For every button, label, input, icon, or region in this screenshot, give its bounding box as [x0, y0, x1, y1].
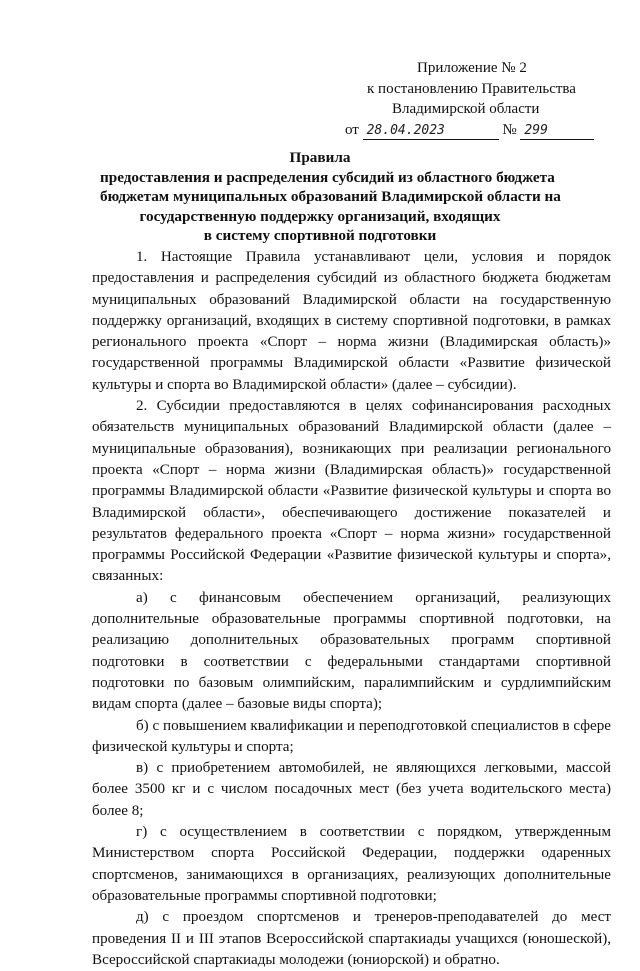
appendix-region: Владимирской области [392, 101, 540, 117]
paragraph-2a: а) с финансовым обеспечением организаций, реализующих дополнительные образовательные программы спортивной подготовки, на реализацию дополнительных образовательных программ спортивной подготовки в соответствии с федеральными стандартами спортивной подготовки по базовым олимпийским, паралимпийским и сурдлимпийским видам спорта (далее – базовые виды спорта); [92, 589, 611, 713]
paragraph-2b: б) с повышением квалификации и переподготовкой специалистов в сфере физической культуры и спорта; [92, 717, 611, 755]
appendix-reference: к постановлению Правительства [367, 80, 576, 97]
title-line-1: Правила [289, 149, 351, 166]
appendix-header [345, 58, 595, 140]
paragraph-2e: д) с проездом спортсменов и тренеров-преподавателей до мест проведения II и III этапов Всероссийской спартакиады учащихся (юношеской), Всероссийской спартакиады молодежи (юниорской) и обратно. [92, 909, 611, 968]
date-field [363, 122, 499, 140]
number-field [520, 122, 594, 140]
paragraph-2c: в) с приобретением автомобилей, не являющихся легковыми, массой более 3500 кг и с числом посадочных мест (без учета водительского места) более 8; [92, 760, 611, 819]
title-line-5: в систему спортивной подготовки [203, 227, 437, 244]
title-line-3: бюджетам муниципальных образований Владимирской области на [100, 188, 561, 205]
appendix-number: Приложение № 2 [417, 60, 527, 76]
number-prefix: № [502, 121, 517, 138]
title-line-2: предоставления и распределения субсидий из областного бюджета [100, 168, 555, 186]
appendix-date-line [345, 120, 595, 141]
document-body [92, 247, 611, 971]
date-prefix: от [345, 121, 359, 138]
number-value: 299 [524, 122, 548, 138]
paragraph-1: 1. Настоящие Правила устанавливают цели, условия и порядок предоставления и распределения субсидий из областного бюджета бюджетам муниципальных образований Владимирской области на государственную поддержку организаций, входящих в систему спортивной подготовки, в рамках регионального проекта «Спорт – норма жизни (Владимирская область)» государственной программы Владимирской области «Развитие физической культуры и спорта во Владимирской области» (далее – субсидии). [92, 249, 611, 393]
title-line-4: государственную поддержку организаций, входящих [139, 207, 501, 225]
paragraph-2d: г) с осуществлением в соответствии с порядком, утвержденным Министерством спорта Российской Федерации, поддержки одаренных спортсменов, занимающихся в организациях, реализующих дополнительные образовательные программы спортивной подготовки; [92, 824, 611, 904]
document-title [100, 148, 561, 246]
date-value: 28.04.2023 [366, 122, 445, 138]
paragraph-2: 2. Субсидии предоставляются в целях софинансирования расходных обязательств муниципальных образований Владимирской области (далее – муниципальные образования), возникающих при реализации регионального проекта «Спорт – норма жизни (Владимирская область)» государственной программы Владимирской области «Развитие физической культуры и спорта во Владимирской области», обеспечивающего достижение показателей и результатов федерального проекта «Спорт – норма жизни» государственной программы Российской Федерации «Развитие физической культуры и спорта», связанных: [92, 398, 611, 585]
